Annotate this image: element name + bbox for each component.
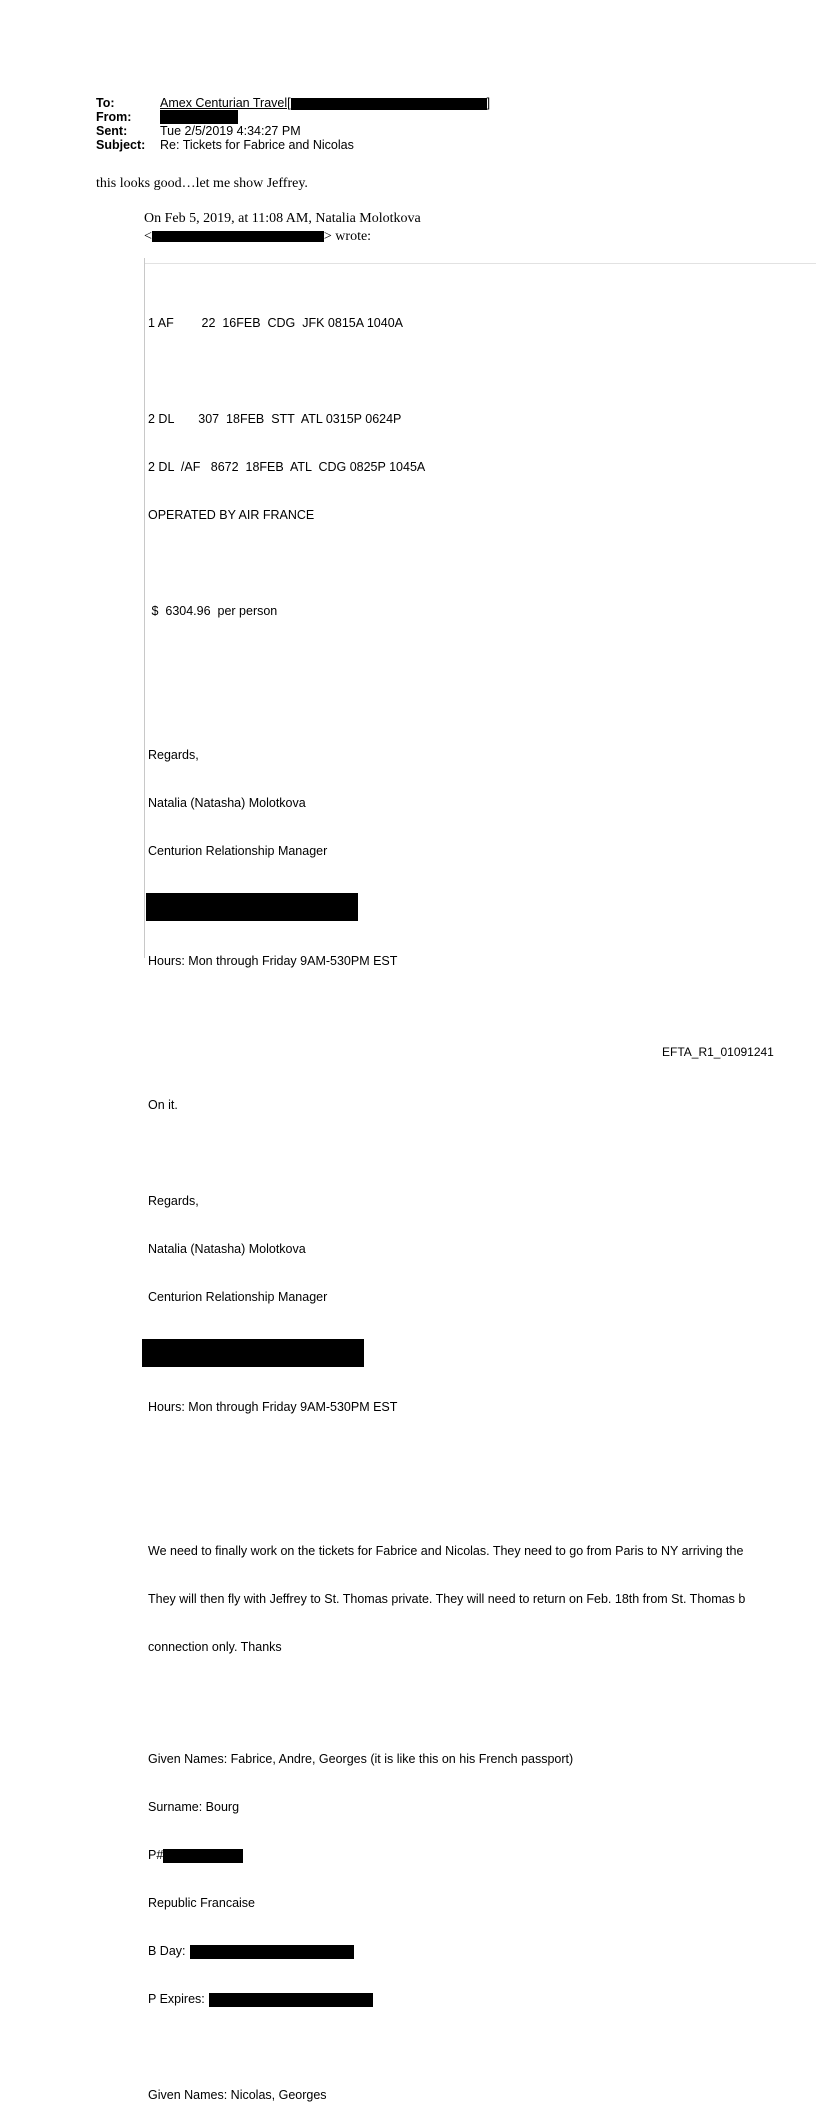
signature-regards: Regards, bbox=[148, 748, 199, 762]
itinerary-line: OPERATED BY AIR FRANCE bbox=[148, 508, 315, 522]
reply-text: this looks good…let me show Jeffrey. bbox=[96, 176, 308, 191]
quote-divider bbox=[145, 263, 816, 264]
itinerary-line: 1 AF 22 16FEB CDG JFK 0815A 1040A bbox=[148, 316, 403, 330]
passenger-country: Republic Francaise bbox=[148, 1896, 255, 1910]
passenger-bday bbox=[148, 1943, 745, 1959]
quote-intro-line1: On Feb 5, 2019, at 11:08 AM, Natalia Molotkova bbox=[144, 211, 421, 226]
subject-value: Re: Tickets for Fabrice and Nicolas bbox=[160, 138, 354, 152]
sent-label: Sent: bbox=[96, 124, 128, 138]
passenger-given-names: Given Names: Nicolas, Georges bbox=[148, 2088, 327, 2102]
redaction-box bbox=[209, 1993, 373, 2007]
passenger-expires bbox=[148, 1991, 745, 2007]
sent-row bbox=[96, 124, 490, 138]
signature-hours: Hours: Mon through Friday 9AM-530PM EST bbox=[148, 1400, 398, 1414]
bday-label: B Day: bbox=[148, 1944, 186, 1958]
signature-redaction bbox=[148, 1337, 745, 1367]
quote-intro-line2 bbox=[144, 228, 421, 246]
sent-value: Tue 2/5/2019 4:34:27 PM bbox=[160, 124, 301, 138]
passenger-passport bbox=[148, 1847, 745, 1863]
price-line: $ 6304.96 per person bbox=[148, 604, 278, 618]
signature-title: Centurion Relationship Manager bbox=[148, 1290, 328, 1304]
passenger-given-names: Given Names: Fabrice, Andre, Georges (it is like this on his French passport) bbox=[148, 1752, 574, 1766]
itinerary-line: 2 DL /AF 8672 18FEB ATL CDG 0825P 1045A bbox=[148, 460, 426, 474]
quote-bar bbox=[144, 258, 145, 958]
document-id: EFTA_R1_01091241 bbox=[662, 1045, 774, 1059]
message-on-it: On it. bbox=[148, 1098, 178, 1112]
signature-redaction bbox=[148, 891, 745, 921]
expires-label: P Expires: bbox=[148, 1992, 205, 2006]
to-address-text: Amex Centurian Travel[ bbox=[160, 96, 291, 110]
subject-row bbox=[96, 138, 490, 152]
subject-label: Subject: bbox=[96, 138, 146, 152]
quote-intro bbox=[144, 210, 421, 246]
signature-name: Natalia (Natasha) Molotkova bbox=[148, 1242, 306, 1256]
email-header bbox=[96, 96, 490, 152]
signature-name: Natalia (Natasha) Molotkova bbox=[148, 796, 306, 810]
request-line: We need to finally work on the tickets for Fabrice and Nicolas. They need to go from Paris to NY arriving the bbox=[148, 1544, 744, 1558]
to-label: To: bbox=[96, 96, 115, 110]
quote-intro-prefix: < bbox=[144, 229, 152, 244]
request-line: connection only. Thanks bbox=[148, 1640, 282, 1654]
redaction-box bbox=[163, 1849, 243, 1863]
signature-hours: Hours: Mon through Friday 9AM-530PM EST bbox=[148, 954, 398, 968]
signature-title: Centurion Relationship Manager bbox=[148, 844, 328, 858]
from-label: From: bbox=[96, 110, 132, 124]
quote-intro-suffix: > wrote: bbox=[323, 229, 372, 244]
to-value bbox=[160, 96, 490, 110]
signature-regards: Regards, bbox=[148, 1194, 199, 1208]
passport-label: P# bbox=[148, 1848, 164, 1862]
redaction-box bbox=[142, 1339, 364, 1367]
to-address-end: ] bbox=[486, 96, 491, 110]
itinerary-line: 2 DL 307 18FEB STT ATL 0315P 0624P bbox=[148, 412, 402, 426]
redaction-box bbox=[152, 231, 324, 242]
redaction-box bbox=[160, 110, 238, 124]
request-line: They will then fly with Jeffrey to St. Thomas private. They will need to return on Feb. 18th from St. Thomas b bbox=[148, 1592, 746, 1606]
redaction-box bbox=[291, 98, 487, 110]
quoted-body bbox=[148, 283, 745, 2119]
redaction-box bbox=[146, 893, 358, 921]
from-row bbox=[96, 110, 490, 124]
redaction-box bbox=[190, 1945, 354, 1959]
to-row bbox=[96, 96, 490, 110]
passenger-surname: Surname: Bourg bbox=[148, 1800, 240, 1814]
